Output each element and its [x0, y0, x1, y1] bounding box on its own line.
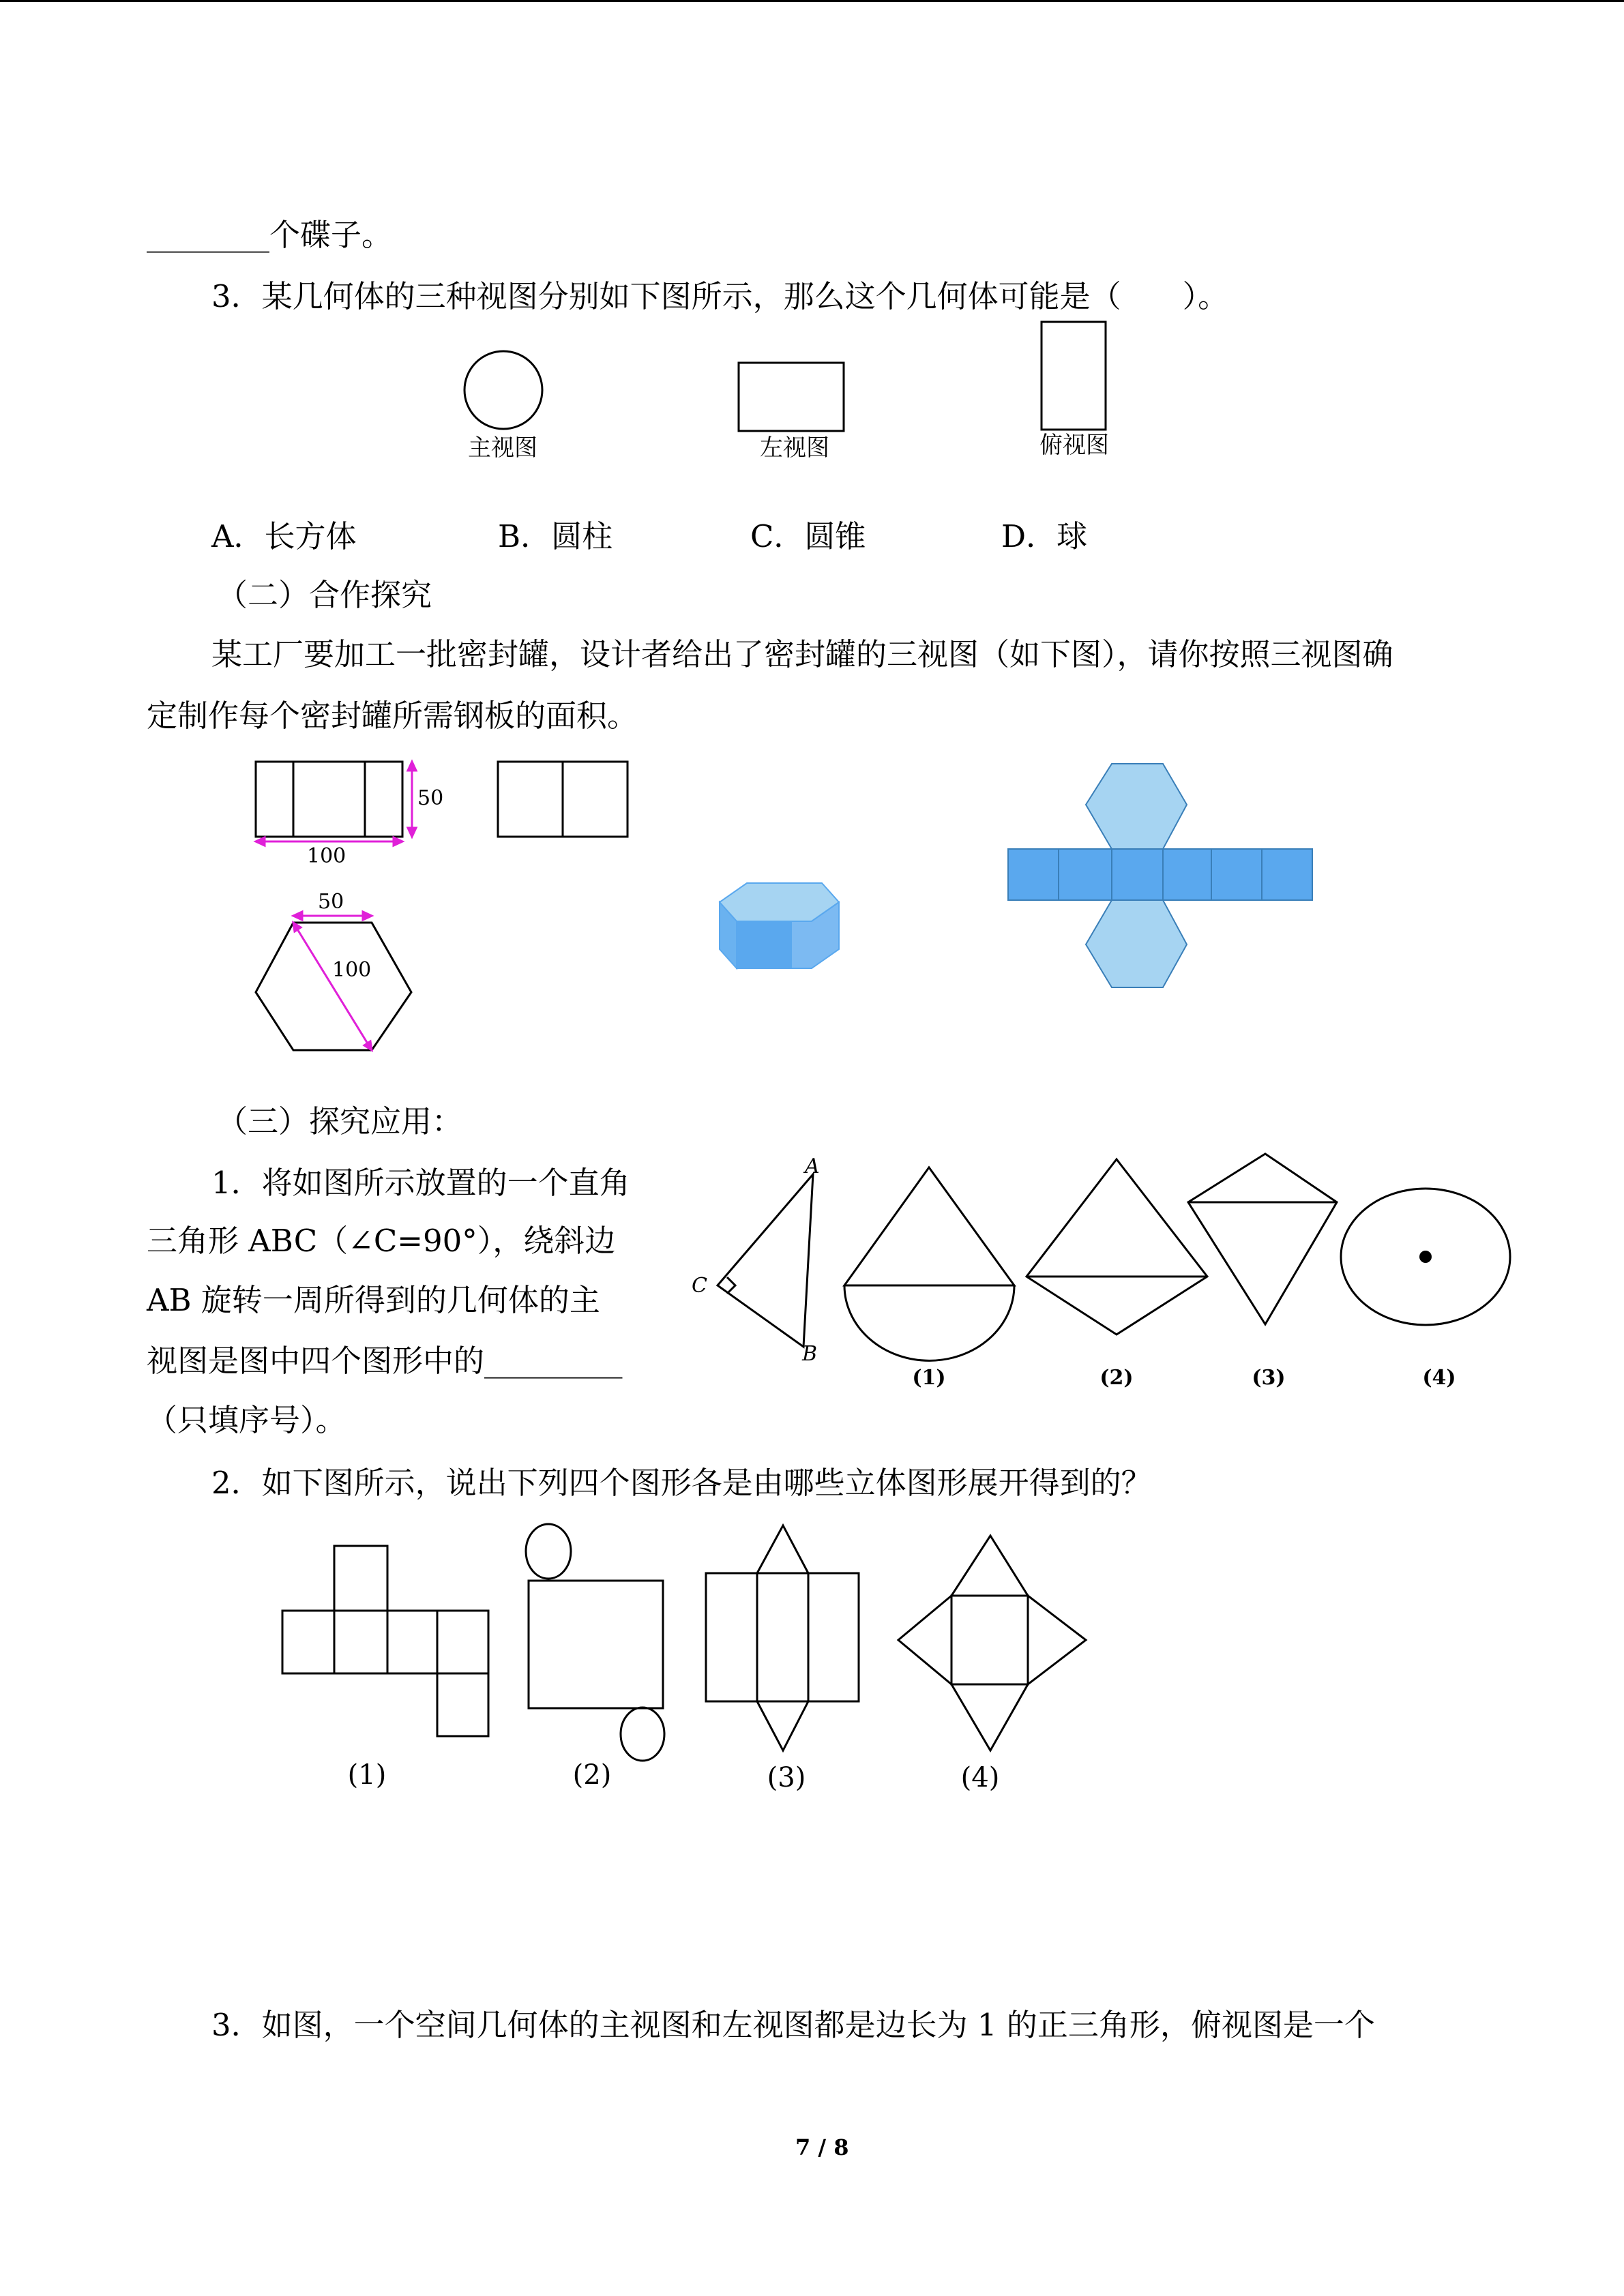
left-view-label: 左视图: [760, 434, 829, 462]
right-triangle-abc: [718, 1174, 813, 1347]
question-3-space-geometry: 3．如图，一个空间几何体的主视图和左视图都是边长为 1 的正三角形，俯视图是一个: [211, 2007, 1375, 2043]
option-2-double-cone: [1027, 1159, 1207, 1335]
width-label: 100: [307, 844, 346, 868]
top-view-label: 俯视图: [1039, 432, 1109, 459]
front-view-circle: [464, 351, 542, 429]
question-1-line-5: （只填序号）。: [147, 1402, 346, 1438]
rotation-solids-figure: [682, 1152, 1528, 1398]
page-number: 7 / 8: [795, 2134, 849, 2160]
option-b: B．圆柱: [498, 518, 613, 554]
option-c: C．圆锥: [750, 518, 866, 554]
can-front-view: [256, 762, 402, 837]
net-3-triangular-prism: [706, 1525, 859, 1750]
sealed-can-figure: [246, 750, 1337, 1064]
hexagonal-prism-net: [1008, 764, 1312, 987]
option-4-circle-with-center: [1341, 1189, 1510, 1325]
question-1-line-3: AB 旋转一周所得到的几何体的主: [147, 1282, 600, 1318]
option-a: A．长方体: [211, 518, 357, 554]
net-label-4: (4): [960, 1762, 1000, 1793]
net-label-2: (2): [572, 1759, 612, 1791]
left-view-rectangle: [739, 363, 844, 431]
question-1-line-1: 1．将如图所示放置的一个直角: [211, 1165, 630, 1201]
section-2-title: （二）合作探究: [217, 577, 432, 613]
question-1-line-4: 视图是图中四个图形中的_________: [147, 1343, 623, 1379]
rotation-option-label-1: (1): [912, 1366, 946, 1390]
page-top-border: [0, 0, 1624, 2]
question-1-line-2: 三角形 ABC（∠C=90°），绕斜边: [147, 1223, 616, 1259]
front-view-label: 主视图: [468, 434, 537, 462]
section-3-title: （三）探究应用：: [217, 1103, 463, 1139]
nets-figure: [273, 1514, 1105, 1814]
option-3-double-cone: [1188, 1154, 1337, 1324]
section-2-paragraph-line-2: 定制作每个密封罐所需钢板的面积。: [147, 698, 638, 734]
rotation-option-label-2: (2): [1099, 1366, 1134, 1390]
vertex-b-label: B: [802, 1342, 818, 1366]
net-label-3: (3): [767, 1762, 806, 1793]
can-left-view: [498, 762, 628, 837]
edge-label: 50: [318, 890, 344, 914]
hexagonal-prism-3d: [720, 883, 839, 968]
option-d: D．球: [1001, 518, 1088, 554]
rotation-option-label-4: (4): [1422, 1366, 1456, 1390]
net-label-1: (1): [347, 1759, 387, 1791]
net-4-square-pyramid: [898, 1536, 1086, 1750]
rotation-option-label-3: (3): [1252, 1366, 1286, 1390]
diagonal-label: 100: [332, 958, 372, 982]
vertex-c-label: C: [692, 1274, 707, 1298]
blank-plates-line: ________个碟子。: [147, 217, 393, 253]
option-1-cone-hemisphere: [844, 1167, 1014, 1360]
question-3-three-views: 3．某几何体的三种视图分别如下图所示，那么这个几何体可能是（ ）。: [211, 278, 1229, 314]
top-view-rectangle: [1042, 322, 1106, 430]
height-dimension: [408, 762, 416, 837]
vertex-a-label: A: [805, 1154, 820, 1178]
height-label: 50: [417, 786, 444, 810]
net-2-cylinder: [526, 1524, 664, 1761]
three-views-figure: [450, 338, 1132, 474]
net-1-cube: [282, 1546, 488, 1736]
section-2-paragraph-line-1: 某工厂要加工一批密封罐，设计者给出了密封罐的三视图（如下图），请你按照三视图确: [211, 636, 1393, 672]
question-2-text: 2．如下图所示，说出下列四个图形各是由哪些立体图形展开得到的？: [211, 1465, 1152, 1501]
